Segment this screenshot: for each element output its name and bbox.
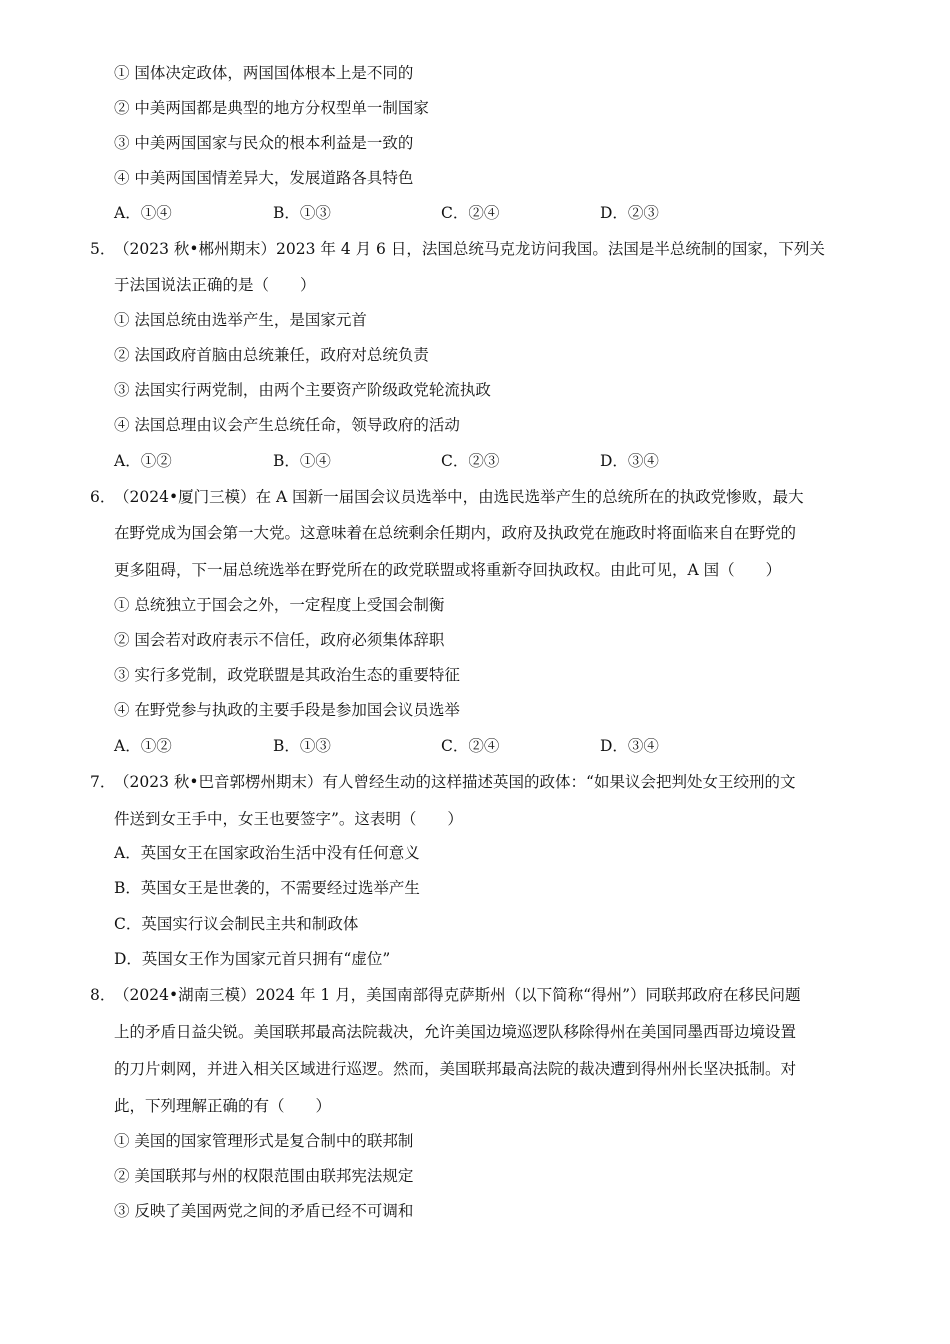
- q6-statement-4: ④ 在野党参与执政的主要手段是参加国会议员选举: [114, 701, 460, 719]
- q8-stem-text-1: （2024•湖南三模）2024 年 1 月，美国南部得克萨斯州（以下简称“得州”）同联邦政府在移民问题: [114, 986, 801, 1004]
- q4-option-a[interactable]: A．①④: [114, 204, 172, 222]
- q5-stem-line-2: 于法国说法正确的是（ ）: [114, 276, 316, 294]
- q8-statement-1: ① 美国的国家管理形式是复合制中的联邦制: [114, 1132, 414, 1150]
- q5-number: 5．: [90, 240, 116, 258]
- q7-stem-line-1: [90, 772, 795, 792]
- q5-statement-3: ③ 法国实行两党制，由两个主要资产阶级政党轮流执政: [114, 381, 491, 399]
- q4-statement-1: ① 国体决定政体，两国国体根本上是不同的: [114, 64, 414, 82]
- q4-statement-3: ③ 中美两国国家与民众的根本利益是一致的: [114, 134, 414, 152]
- q7-option-d[interactable]: D．英国女王作为国家元首只拥有“虚位”: [114, 950, 391, 968]
- q4-option-b[interactable]: B．①③: [273, 204, 331, 222]
- q6-option-b[interactable]: B．①③: [273, 737, 331, 755]
- q6-stem-line-3: 更多阻碍，下一届总统选举在野党所在的政党联盟或将重新夺回执政权。由此可见，A 国（ ）: [114, 561, 782, 579]
- q6-option-d[interactable]: D．③④: [600, 737, 659, 755]
- q6-option-c[interactable]: C．②④: [441, 737, 500, 755]
- q7-stem-text-1: （2023 秋•巴音郭楞州期末）有人曾经生动的这样描述英国的政体：“如果议会把判处女王绞刑的文: [114, 773, 796, 791]
- q6-statement-3: ③ 实行多党制，政党联盟是其政治生态的重要特征: [114, 666, 460, 684]
- q7-option-c[interactable]: C．英国实行议会制民主共和制政体: [114, 915, 359, 933]
- q6-stem-line-1: [90, 487, 804, 507]
- q8-statement-2: ② 美国联邦与州的权限范围由联邦宪法规定: [114, 1167, 414, 1185]
- q6-statement-1: ① 总统独立于国会之外，一定程度上受国会制衡: [114, 596, 445, 614]
- q5-option-d[interactable]: D．③④: [600, 452, 659, 470]
- q6-stem-line-2: 在野党成为国会第一大党。这意味着在总统剩余任期内，政府及执政党在施政时将面临来自在野党的: [114, 524, 797, 542]
- q5-stem-line-1: [90, 239, 825, 259]
- q7-number: 7．: [90, 773, 116, 791]
- q5-option-c[interactable]: C．②③: [441, 452, 500, 470]
- q7-option-a[interactable]: A．英国女王在国家政治生活中没有任何意义: [114, 844, 420, 862]
- q7-stem-line-2: 件送到女王手中，女王也要签字”。这表明（ ）: [114, 810, 463, 828]
- q8-stem-line-3: 的刀片刺网，并进入相关区域进行巡逻。然而，美国联邦最高法院的裁决遭到得州州长坚决抵制。对: [114, 1060, 797, 1078]
- q5-option-a[interactable]: A．①②: [114, 452, 172, 470]
- q4-option-c[interactable]: C．②④: [441, 204, 500, 222]
- q5-statement-1: ① 法国总统由选举产生，是国家元首: [114, 311, 367, 329]
- q8-stem-line-2: 上的矛盾日益尖锐。美国联邦最高法院裁决，允许美国边境巡逻队移除得州在美国同墨西哥边境设置: [114, 1023, 797, 1041]
- q6-statement-2: ② 国会若对政府表示不信任，政府必须集体辞职: [114, 631, 445, 649]
- q5-statement-4: ④ 法国总理由议会产生总统任命，领导政府的活动: [114, 416, 460, 434]
- q4-statement-2: ② 中美两国都是典型的地方分权型单一制国家: [114, 99, 429, 117]
- q4-statement-4: ④ 中美两国国情差异大，发展道路各具特色: [114, 169, 414, 187]
- q8-statement-3: ③ 反映了美国两党之间的矛盾已经不可调和: [114, 1202, 414, 1220]
- q5-option-b[interactable]: B．①④: [273, 452, 331, 470]
- q8-number: 8．: [90, 986, 116, 1004]
- q4-option-d[interactable]: D．②③: [600, 204, 659, 222]
- q5-stem-text-1: （2023 秋•郴州期末）2023 年 4 月 6 日，法国总统马克龙访问我国。法国是半总统制的国家，下列关: [114, 240, 825, 258]
- q8-stem-line-1: [90, 985, 801, 1005]
- q7-option-b[interactable]: B．英国女王是世袭的，不需要经过选举产生: [114, 879, 420, 897]
- q8-stem-line-4: 此，下列理解正确的有（ ）: [114, 1097, 332, 1115]
- q6-number: 6．: [90, 488, 116, 506]
- q6-option-a[interactable]: A．①②: [114, 737, 172, 755]
- q6-stem-text-1: （2024•厦门三模）在 A 国新一届国会议员选举中，由选民选举产生的总统所在的执政党惨败，最大: [114, 488, 804, 506]
- q5-statement-2: ② 法国政府首脑由总统兼任，政府对总统负责: [114, 346, 429, 364]
